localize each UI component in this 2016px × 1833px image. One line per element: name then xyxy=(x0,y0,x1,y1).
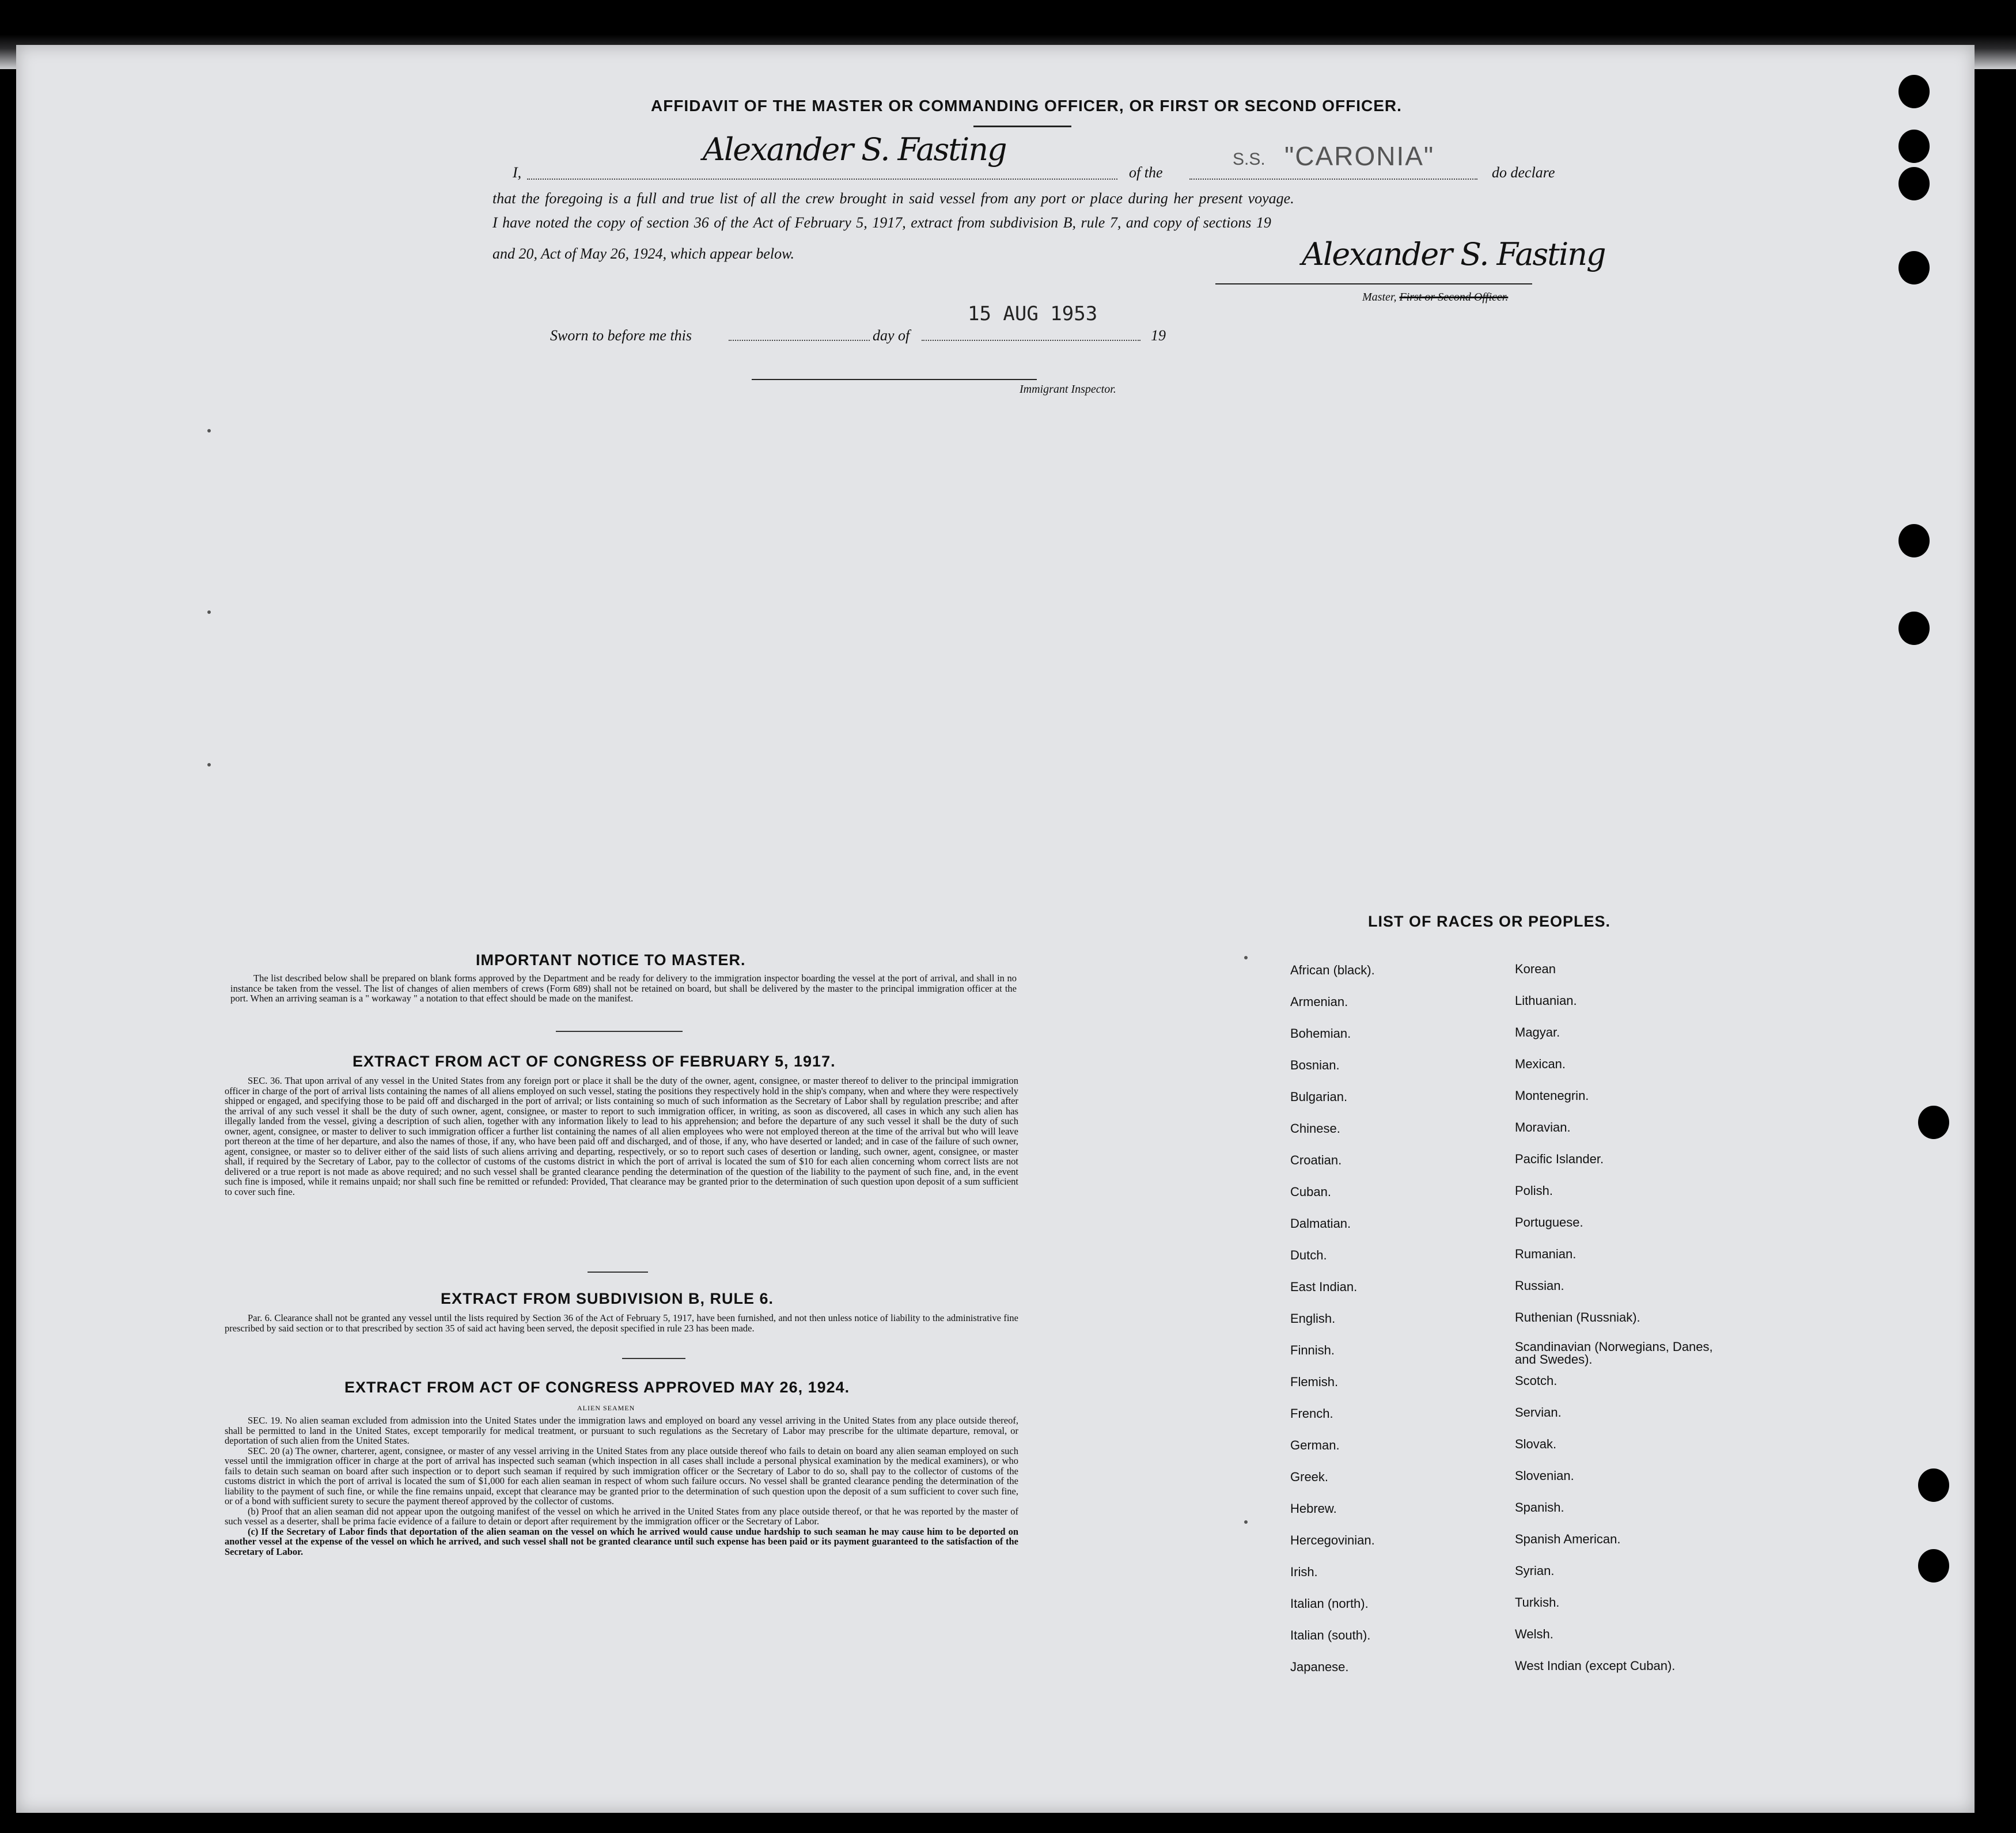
extract-1917-paragraph: SEC. 36. That upon arrival of any vessel in the United States from any foreign port or place it shall be the duty of the owner, agent, consignee, or master thereof to deliver to the principal immigration officer in charge of the port of arrival lists containing the names of all aliens employed on such vessel, stating the positions they respectively hold in the ship's company, when and where they were respectively shipped or engaged, and specifying those to be paid off and discharged in the port of arrival; or lists containing so much of such information as the Secretary of Labor shall by regulation prescribe; and after the arrival of any such vessel it shall be the duty of such owner, agent, consignee, or master to report to such immigration officer, in writing, as soon as discovered, all cases in which any such alien has illegally landed from the vessel, giving a description of such alien, together with any information likely to lead to his apprehension; and before the departure of any such vessel it shall be the duty of such owner, agent, consignee, or master to deliver to such immigration officer a further list containing the names of all alien employees who were not employed thereon at the time of the arrival but who will leave port thereon at the time of her departure, and also the names of those, if any, who have been paid off and discharged, and of those, if any, who have deserted or landed; and in case of the failure of such owner, agent, consignee, or master so to deliver either of the said lists of such aliens arriving and departing, respectively, or so to report such cases of desertion or landing, such owner, agent, consignee, or master shall, if required by the Secretary of Labor, pay to the collector of customs of the customs district in which the port of arrival is located the sum of $10 for each alien concerning whom correct lists are not delivered or a true report is not made as above required; and no such vessel shall be granted clearance pending the determination of the question of the liability to the payment of such fine, and, in the event such fine is imposed, while it remains unpaid; nor shall such fine be remitted or refunded: Provided, That clearance may be granted prior to the determination of such question upon deposit of a sum sufficient to cover such fine. xyxy=(225,1075,1018,1197)
faint-mark xyxy=(207,763,211,766)
race-item: French. xyxy=(1290,1406,1333,1421)
punch-hole xyxy=(1898,251,1930,284)
race-item: Armenian. xyxy=(1290,995,1348,1009)
i-label: I, xyxy=(513,164,522,181)
section-divider xyxy=(588,1272,648,1273)
punch-hole xyxy=(1918,1549,1949,1582)
race-item: Russian. xyxy=(1515,1278,1564,1293)
subdivision-b-paragraph: Par. 6. Clearance shall not be granted any vessel until the lists required by Section 36 of the Act of February 5, 1917, have been furnished, and not then unless notice of liability to the administrative fine prescribed by said section or to that prescribed by section 35 of said act having been served, the deposit specified in rule 23 has been made. xyxy=(225,1312,1018,1334)
race-item: Bohemian. xyxy=(1290,1026,1351,1041)
vessel-prefix: S.S. xyxy=(1233,150,1265,169)
vessel-name: "CARONIA" xyxy=(1284,141,1435,171)
extract-1924-paragraph: SEC. 19. No alien seaman excluded from admission into the United States under the immigration laws and employed on board any vessel arriving in the United States from any place outside thereof, shall be permitted to land in the United States, except temporarily for medical treatment, or pursuant to such regulations as the Secretary of Labor may prescribe for the ultimate departure, removal, or deportation of such alien from the United States. xyxy=(225,1415,1018,1446)
race-item: Croatian. xyxy=(1290,1153,1342,1167)
do-declare-label: do declare xyxy=(1492,164,1555,181)
race-item: German. xyxy=(1290,1438,1340,1452)
race-item: Polish. xyxy=(1515,1183,1553,1198)
race-item: Syrian. xyxy=(1515,1563,1555,1578)
extract-1917-text xyxy=(225,1076,1018,1197)
sworn-day-line xyxy=(729,340,870,341)
affidavit-title: AFFIDAVIT OF THE MASTER OR COMMANDING OFFICER, OR FIRST OR SECOND OFFICER. xyxy=(651,97,1402,115)
races-column-1 xyxy=(1290,962,1498,1690)
year-label: 19 xyxy=(1151,327,1166,344)
race-item: Rumanian. xyxy=(1515,1247,1577,1261)
day-of-label: day of xyxy=(873,327,910,344)
extract-1924-paragraph: (c) If the Secretary of Labor finds that deportation of the alien seaman on the vessel on which he arrived would cause undue hardship to such seaman he may cause him to be deported on another vessel at the expense of the vessel on which he arrived, and such vessel shall not be granted clearance until such expense has been paid or its payment guaranteed to the satisfaction of the Secretary of Labor. xyxy=(225,1525,1018,1557)
race-item: Dutch. xyxy=(1290,1248,1327,1262)
race-item: Finnish. xyxy=(1290,1343,1335,1357)
race-item: Spanish American. xyxy=(1515,1532,1621,1546)
subdivision-b-title: EXTRACT FROM SUBDIVISION B, RULE 6. xyxy=(441,1290,774,1307)
master-signature: Alexander S. Fasting xyxy=(1302,236,1605,272)
faint-mark xyxy=(1244,1520,1248,1524)
sworn-month-line xyxy=(922,340,1140,341)
extract-1924-paragraph: SEC. 20 (a) The owner, charterer, agent, consignee, or master of any vessel arriving in the United States from any place outside thereof who fails to detain on board any alien seaman employed on such vessel until the immigration officer in charge at the port of arrival has inspected such seaman (which inspection in all cases shall include a personal physical examination by the medical examiners), or who fails to detain such seaman on board after such inspection or to deport such seaman if required by such immigration officer or the Secretary of Labor to do so, shall pay to the collector of customs of the customs district in which the port of arrival is located the sum of $1,000 for each alien seaman in respect of whom such failure occurs. No vessel shall be granted clearance pending the determination of the liability to the payment of such fine, or while the fine remains unpaid, except that clearance may be granted prior to the determination of such question upon the deposit of a sum sufficient to cover such fine, or of a bond with sufficient surety to secure the payment thereof approved by the collector of customs. xyxy=(225,1445,1018,1506)
title-underline xyxy=(973,126,1071,127)
race-item: Welsh. xyxy=(1515,1627,1553,1641)
race-item: Chinese. xyxy=(1290,1121,1340,1136)
race-item: Pacific Islander. xyxy=(1515,1152,1604,1166)
notice-paragraph: The list described below shall be prepared on blank forms approved by the Department and be ready for delivery to the immigration inspector boarding the vessel at the port of arrival, and shall in no instance be taken from the vessel. The list of changes of alien members of crews (Form 689) shall not be retained on board, but shall be delivered by the master to the principal immigration officer at the port. When an arriving seaman is a " workaway " a notation to that effect should be made on the manifest. xyxy=(230,973,1017,1004)
alien-seamen-subtitle: ALIEN SEAMEN xyxy=(577,1404,635,1412)
race-item: Bulgarian. xyxy=(1290,1090,1348,1104)
race-item: Scotch. xyxy=(1515,1373,1558,1388)
race-item: Bosnian. xyxy=(1290,1058,1340,1072)
date-stamp: 15 AUG 1953 xyxy=(968,302,1098,325)
race-item: Scandinavian (Norwegians, Danes, and Swedes). xyxy=(1515,1339,1713,1367)
race-item: Korean xyxy=(1515,962,1556,976)
punch-hole xyxy=(1898,75,1930,108)
race-item: Cuban. xyxy=(1290,1185,1331,1199)
declarant-signature: Alexander S. Fasting xyxy=(703,131,1006,168)
race-item: Hercegovinian. xyxy=(1290,1533,1375,1547)
faint-mark xyxy=(1244,956,1248,959)
race-item: Portuguese. xyxy=(1515,1215,1583,1229)
punch-hole xyxy=(1898,130,1930,163)
race-item: Dalmatian. xyxy=(1290,1216,1351,1231)
affidavit-line3: I have noted the copy of section 36 of the Act of February 5, 1917, extract from subdivision B, rule 7, and copy of sections 19 xyxy=(492,214,1271,231)
punch-hole xyxy=(1898,524,1930,557)
race-item: West Indian (except Cuban). xyxy=(1515,1659,1676,1673)
race-item: Slovak. xyxy=(1515,1437,1557,1451)
inspector-label: Immigrant Inspector. xyxy=(1020,383,1116,396)
race-item: Slovenian. xyxy=(1515,1468,1574,1483)
punch-hole xyxy=(1898,167,1930,200)
section-divider xyxy=(622,1358,685,1359)
master-signature-line xyxy=(1215,283,1532,284)
notice-text xyxy=(230,973,1017,1004)
of-the-label: of the xyxy=(1129,164,1163,181)
race-item: Mexican. xyxy=(1515,1057,1566,1071)
race-item: Ruthenian (Russniak). xyxy=(1515,1310,1640,1325)
races-title: LIST OF RACES OR PEOPLES. xyxy=(1368,913,1611,930)
section-divider xyxy=(556,1031,683,1032)
affidavit-line2: that the foregoing is a full and true list of all the crew brought in said vessel from any port or place during her present voyage. xyxy=(492,190,1294,207)
race-item: African (black). xyxy=(1290,963,1375,977)
race-item: Italian (south). xyxy=(1290,1628,1371,1642)
faint-mark xyxy=(207,429,211,432)
struck-officer-caption: First or Second Officer. xyxy=(1399,291,1509,303)
race-item: Servian. xyxy=(1515,1405,1562,1420)
punch-hole xyxy=(1898,612,1930,645)
race-item: Montenegrin. xyxy=(1515,1088,1589,1103)
sworn-label: Sworn to before me this xyxy=(550,327,692,344)
notice-title: IMPORTANT NOTICE TO MASTER. xyxy=(476,951,746,969)
vessel-line xyxy=(1189,179,1477,180)
extract-1917-title: EXTRACT FROM ACT OF CONGRESS OF FEBRUARY 5, 1917. xyxy=(353,1053,836,1070)
race-item: Irish. xyxy=(1290,1565,1318,1579)
subdivision-b-text xyxy=(225,1313,1018,1333)
race-item: East Indian. xyxy=(1290,1280,1358,1294)
race-item: Japanese. xyxy=(1290,1660,1349,1674)
race-item: Flemish. xyxy=(1290,1375,1339,1389)
race-item: Hebrew. xyxy=(1290,1501,1337,1516)
race-item: Turkish. xyxy=(1515,1595,1560,1610)
race-item: Lithuanian. xyxy=(1515,993,1577,1008)
race-item: Italian (north). xyxy=(1290,1596,1369,1611)
race-item: English. xyxy=(1290,1311,1336,1326)
punch-hole xyxy=(1918,1106,1949,1139)
extract-1924-text xyxy=(225,1415,1018,1557)
extract-1924-paragraph: (b) Proof that an alien seaman did not appear upon the outgoing manifest of the vessel on which he arrived in the United States from any place outside thereof, or that he was reported by the master of such vessel as a deserter, shall be prima facie evidence of a failure to detain or deport after requirement by the immigration officer or the Secretary of Labor. xyxy=(225,1505,1018,1527)
punch-hole xyxy=(1918,1468,1949,1502)
extract-1924-title: EXTRACT FROM ACT OF CONGRESS APPROVED MAY 26, 1924. xyxy=(344,1379,850,1396)
declarant-line xyxy=(527,179,1117,180)
inspector-line xyxy=(752,379,1037,380)
race-item: Greek. xyxy=(1290,1470,1329,1484)
affidavit-line4: and 20, Act of May 26, 1924, which appear below. xyxy=(492,245,795,262)
master-caption-label: Master, xyxy=(1362,291,1397,303)
race-item: Spanish. xyxy=(1515,1500,1564,1515)
race-item: Magyar. xyxy=(1515,1025,1560,1039)
faint-mark xyxy=(207,610,211,614)
master-caption xyxy=(1362,291,1508,304)
race-item: Moravian. xyxy=(1515,1120,1571,1134)
races-column-2 xyxy=(1515,961,1722,1689)
